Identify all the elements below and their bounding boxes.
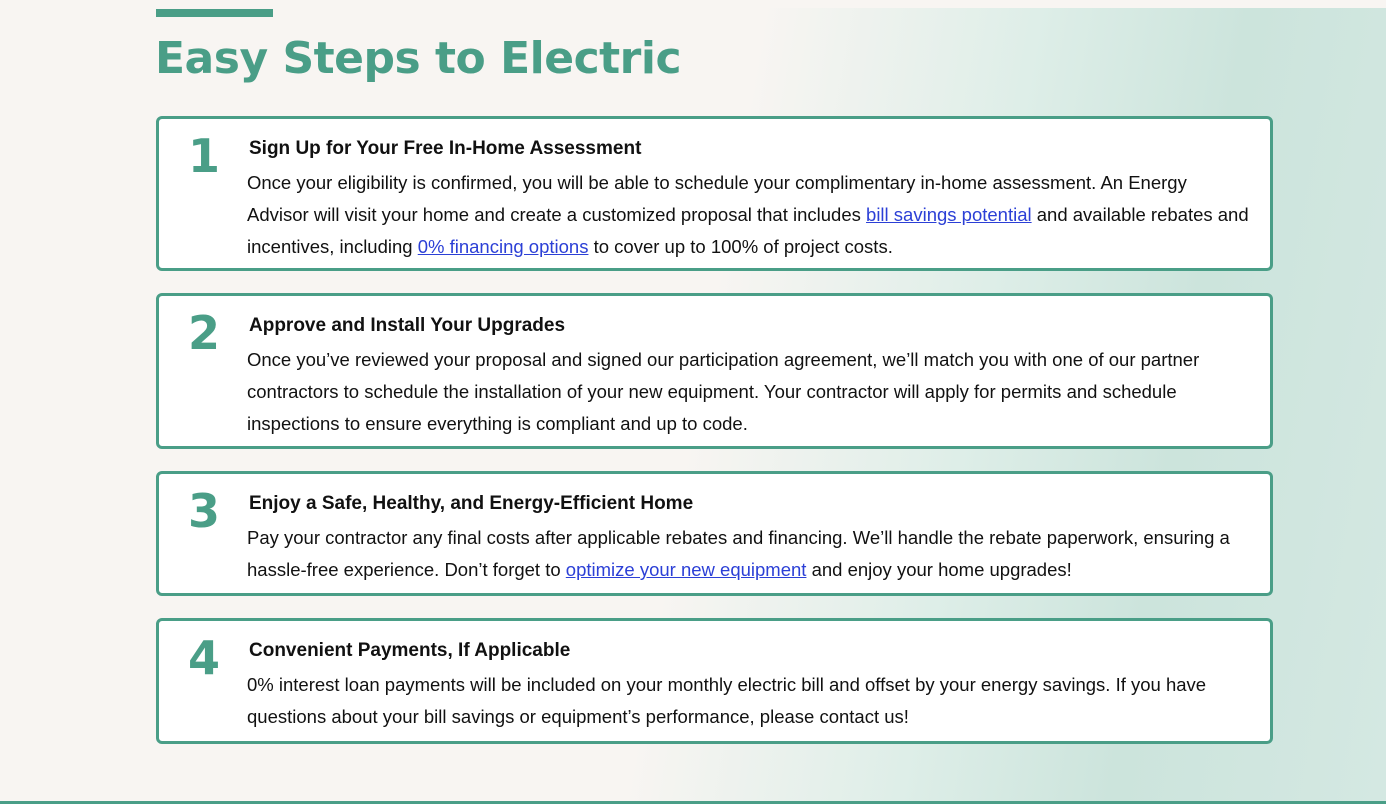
title-accent-bar	[156, 9, 273, 17]
step-text	[247, 344, 1252, 440]
step-title: Convenient Payments, If Applicable	[249, 640, 571, 661]
step-text	[247, 167, 1252, 263]
step-text-segment: Once your eligibility is confirmed, you will be able to schedule your complimentary in-home assessment. An Energy Advisor will visit your home and create a customized proposal that includes	[247, 172, 1187, 225]
step-text-segment: to cover up to 100% of project costs.	[588, 236, 893, 257]
step-body	[247, 639, 1252, 733]
financing-options-link[interactable]: 0% financing options	[417, 236, 589, 257]
step-body	[247, 314, 1252, 440]
step-text-segment: and available rebates and incentives, including	[247, 204, 1249, 257]
step-title: Approve and Install Your Upgrades	[249, 315, 566, 336]
step-text	[247, 522, 1252, 586]
step-card-2	[156, 293, 1273, 449]
step-text-segment: and enjoy your home upgrades!	[806, 559, 1072, 580]
step-title: Sign Up for Your Free In-Home Assessment	[249, 138, 642, 159]
step-body	[247, 492, 1252, 586]
step-text-segment: Pay your contractor any final costs after applicable rebates and financing. We’ll handle the rebate paperwork, ensuring a hassle-free experience. Don’t forget to	[247, 527, 1230, 580]
step-body	[247, 137, 1252, 263]
step-number: 3	[188, 484, 221, 538]
step-text-segment: Once you’ve reviewed your proposal and signed our participation agreement, we’ll match you with one of our partner contractors to schedule the installation of your new equipment. Your contractor will apply for permits and schedule inspections to ensure everything is compliant and up to code.	[247, 349, 1200, 434]
top-strip	[0, 0, 1386, 8]
step-card-3	[156, 471, 1273, 596]
step-card-4	[156, 618, 1273, 744]
step-number: 4	[188, 631, 221, 685]
page-title: Easy Steps to Electric	[155, 33, 682, 84]
step-text-segment: 0% interest loan payments will be included on your monthly electric bill and offset by your energy savings. If you have questions about your bill savings or equipment’s performance, please contact us!	[247, 674, 1207, 727]
step-card-1	[156, 116, 1273, 271]
step-title: Enjoy a Safe, Healthy, and Energy-Efficient Home	[249, 493, 694, 514]
step-number: 1	[188, 129, 221, 183]
step-text	[247, 669, 1252, 733]
bill-savings-potential-link[interactable]: bill savings potential	[866, 204, 1032, 225]
step-number: 2	[188, 306, 221, 360]
optimize-equipment-link[interactable]: optimize your new equipment	[565, 559, 807, 580]
